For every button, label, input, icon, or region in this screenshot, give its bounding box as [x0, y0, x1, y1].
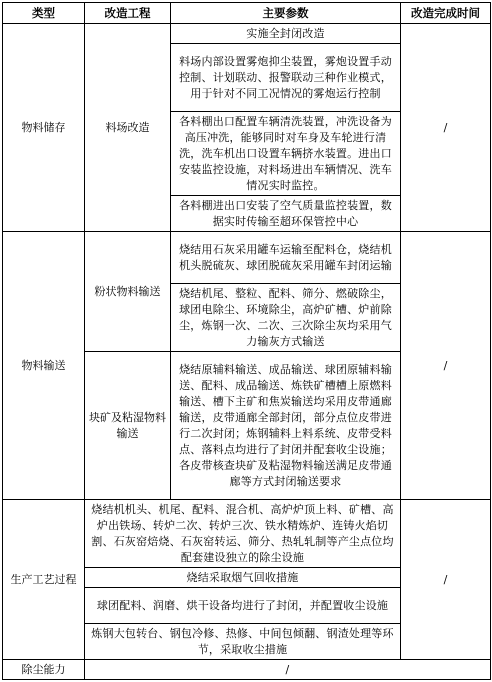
header-params: 主要参数 [171, 3, 401, 24]
project-cell: 料场改造 [85, 24, 171, 232]
completion-cell: / [401, 500, 491, 660]
header-row [3, 3, 491, 24]
param-cell: 料场内部设置雾炮抑尘装置，雾炮设置手动控制、计划联动、报警联动三种作业模式，用于针对不同工况情况的雾炮运行控制 [171, 44, 401, 112]
param-cell: 球团配料、润磨、烘干设备均进行了封闭，并配置收尘设施 [85, 588, 401, 624]
header-type: 类型 [3, 3, 85, 24]
reform-table [2, 2, 491, 680]
param-cell: 烧结采取烟气回收措施 [85, 568, 401, 588]
category-cell: 物料输送 [3, 232, 85, 500]
param-cell: 烧结机机头、机尾、配料、混合机、高炉炉顶上料、矿槽、高炉出铁场、转炉二次、转炉三次、铁水精炼炉、连铸火焰切割、石灰窑焙烧、石灰窑转运、筛分、热轧轧制等产尘点位均配套建设独立的除尘设施 [85, 500, 401, 568]
category-cell: 除尘能力 [3, 660, 85, 680]
param-cell: 实施全封闭改造 [171, 24, 401, 44]
table-row [3, 660, 491, 680]
param-cell: 烧结用石灰采用罐车运输至配料仓，烧结机机头脱硫灰、球团脱硫灰采用罐车封闭运输 [171, 232, 401, 284]
param-cell: 炼钢大包转台、钢包冷修、热修、中间包倾翻、钢渣处理等环节，采取收尘措施 [85, 624, 401, 660]
table-row [3, 24, 491, 44]
header-project: 改造工程 [85, 3, 171, 24]
param-cell: 各料棚出口配置车辆清洗装置，冲洗设备为高压冲洗，能够同时对车身及车轮进行清洗，洗车机出口设置车辆挤水装置。进出口安装监控设施，对料场进出车辆情况、洗车情况实时监控。 [171, 112, 401, 196]
completion-cell: / [401, 232, 491, 500]
project-cell: 块矿及粘湿物料输送 [85, 352, 171, 500]
table-row [3, 232, 491, 284]
category-cell: 生产工艺过程 [3, 500, 85, 660]
completion-cell: / [401, 24, 491, 232]
table-row [3, 500, 491, 568]
category-cell: 物料储存 [3, 24, 85, 232]
param-cell: / [85, 660, 491, 680]
project-cell: 粉状物料输送 [85, 232, 171, 352]
param-cell: 各料棚进出口安装了空气质量监控装置，数据实时传输至超环保管控中心 [171, 196, 401, 232]
param-cell: 烧结原辅料输送、成品输送、球团原辅料输送、配料、成品输送、炼铁矿槽槽上原燃料输送、槽下主矿和焦炭输送均采用皮带通廊输送，皮带通廊全部封闭，部分点位皮带进行二次封闭；炼钢辅料上料系统、皮带受料点、落料点均进行了封闭并配套收尘设施；各皮带核查块矿及粘湿物料输送满足皮带通廊等方式封闭输送要求 [171, 352, 401, 500]
param-cell: 烧结机尾、整粒、配料、筛分、燃破除尘，球团电除尘、环境除尘，高炉矿槽、炉前除尘，炼钢一次、二次、三次除尘灰均采用气力输灰方式输送 [171, 284, 401, 352]
header-completion: 改造完成时间 [401, 3, 491, 24]
